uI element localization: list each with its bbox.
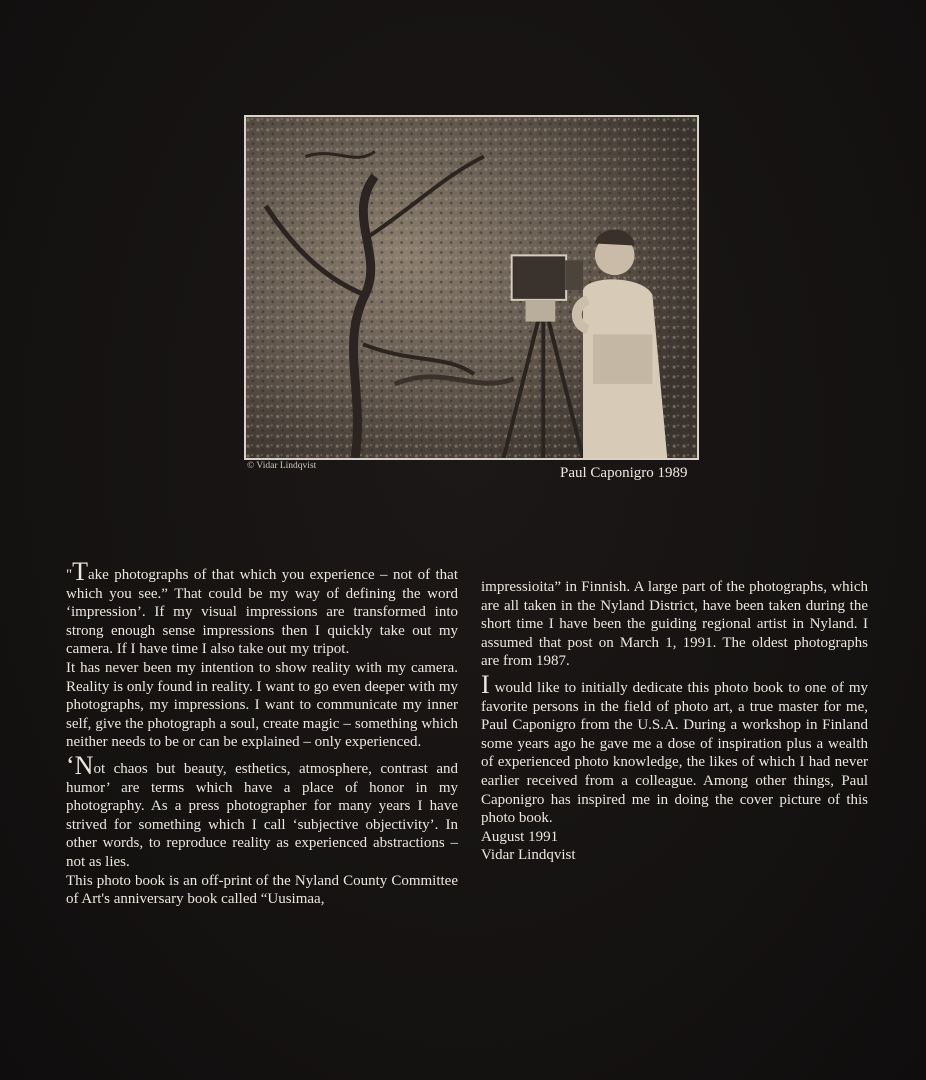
paragraph-2: It has never been my intention to show reality with my camera. Reality is only found in reality. I want to go even deeper with my photographs, my impressions. I want to communicate my inner self, give the photograph a soul, create magic – something which neither needs to be or can be explained – only experienced.: [66, 659, 458, 751]
paragraph-6-text: would like to initially dedicate this photo book to one of my favorite persons in the field of photo art, a true master for me, Paul Caponigro from the U.S.A. During a workshop in Finland some years ago he gave me a dose of inspiration plus a wealth of experienced photo knowledge, the likes of which I had never earlier received from a colleague. Among other things, Paul Caponigro has inspired me in doing the cover picture of this photo book.: [481, 679, 868, 827]
author-signature: Vidar Lindqvist: [481, 847, 576, 864]
drop-cap: T: [72, 557, 89, 586]
photo-credit: © Vidar Lindqvist: [247, 461, 317, 471]
photograph-illustration: [246, 117, 697, 458]
paragraph-1: [66, 557, 458, 659]
paragraph-4: This photo book is an off-print of the Nyland County Committee of Art's anniversary book called “Uusimaa,: [66, 872, 458, 908]
date-line: August 1991: [481, 828, 559, 845]
quote-mark: ‘: [66, 750, 75, 780]
quote-mark: ": [66, 567, 73, 583]
text-column-left: [66, 557, 458, 909]
photo-caption: Paul Caponigro 1989: [560, 465, 688, 481]
drop-cap: N: [74, 750, 94, 780]
paragraph-3-text: ot chaos but beauty, esthetics, atmosphere, contrast and humor’ are terms which have a place of honor in my photography. As a press photographer for many years I have strived for something which I call ‘subjective objectivity’. In other words, to reproduce reality as experienced abstractions – not as lies.: [66, 760, 458, 870]
paragraph-6: [481, 669, 868, 828]
text-column-right: [481, 578, 868, 865]
drop-cap: I: [481, 669, 490, 699]
paragraph-3: [66, 750, 458, 872]
paragraph-1-text: ake photographs of that which you experience – not of that which you see.” That could be my way of defining the word ‘impression’. If my visual impressions are transformed into strong enough sense impressions then I quickly take out my camera. If I have time I also take out my tripot.: [66, 567, 458, 658]
photograph-paul-caponigro: [244, 115, 699, 460]
paragraph-5: impressioita” in Finnish. A large part of the photographs, which are all taken in the Nyland District, have been taken during the short time I have been the guiding regional artist in Nyland. I assumed that post on March 1, 1991. The oldest photographs are from 1987.: [481, 579, 868, 670]
